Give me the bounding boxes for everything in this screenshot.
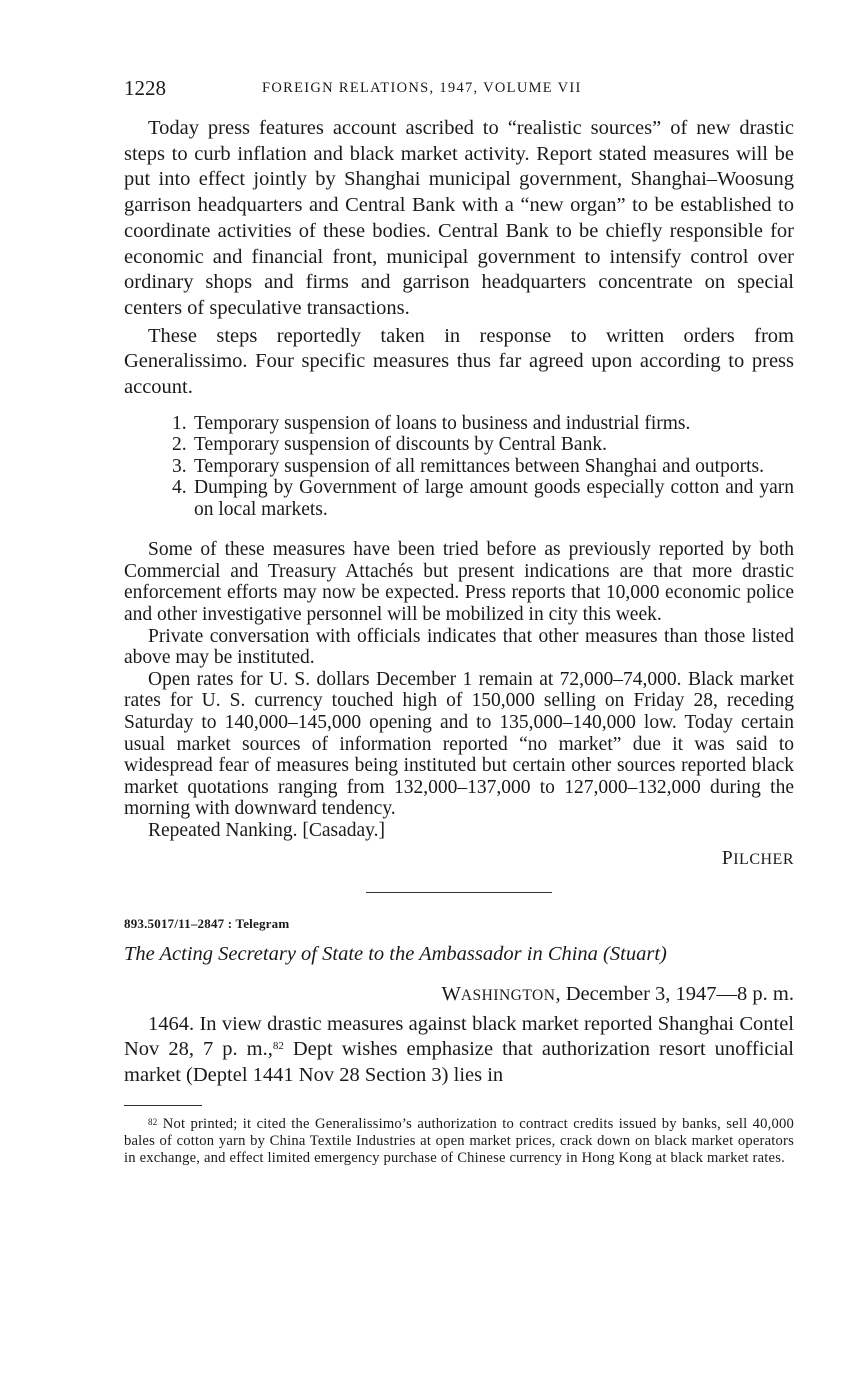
footnote-text: Not printed; it cited the Generalissimo’s authorization to contract credits issued by banks, sell 40,000 bales of cotton yarn by China Textile Industries at open market prices, crack down on black market operators in exchange, and effect limited emergency purchase of Chinese currency in Hong Kong at black market rates.: [124, 1115, 794, 1167]
title-part: ): [660, 942, 667, 965]
dateline-place: ASHINGTON: [460, 986, 556, 1004]
list-item: [124, 477, 794, 520]
list-item-number: 4.: [172, 477, 187, 499]
page-number: 1228: [124, 76, 166, 100]
measures-list: [124, 413, 794, 521]
dateline-initial: W: [441, 982, 461, 1005]
signature: [124, 848, 794, 870]
running-header: [124, 76, 796, 102]
list-item-text: Temporary suspension of loans to business and industrial firms.: [194, 412, 691, 434]
dateline-date: , December 3, 1947—8 p. m.: [555, 982, 794, 1005]
footnote-reference[interactable]: 82: [272, 1040, 284, 1053]
footnote: [124, 1116, 794, 1168]
footnote-divider: [124, 1105, 202, 1106]
section-divider: [366, 892, 552, 893]
list-item-text: Temporary suspension of all remittances between Shanghai and outports.: [194, 455, 764, 477]
signature-initial: P: [721, 847, 734, 869]
list-item: [124, 434, 794, 456]
title-name: Stuart: [609, 942, 661, 965]
text-segment: 1464. In view drastic measures against black market reported Shanghai Contel Nov 28, 7 p. m.,: [124, 1012, 794, 1061]
list-item: [124, 456, 794, 478]
paragraph: Private conversation with officials indicates that other measures than those listed above may be instituted.: [124, 625, 794, 669]
paragraph: Some of these measures have been tried before as previously reported by both Commercial and Treasury Attachés but present indications are that more drastic enforcement efforts may now be expected. Press reports that 10,000 economic police and other investigative personnel will be mobilized in city this week.: [124, 539, 794, 626]
footnote-marker: 82: [148, 1116, 158, 1127]
list-item-number: 3.: [172, 455, 187, 477]
paragraph: [124, 1012, 794, 1089]
list-item-number: 1.: [172, 412, 187, 434]
page-body: [124, 116, 794, 1167]
running-title: FOREIGN RELATIONS, 1947, VOLUME VII: [262, 80, 582, 96]
signature-rest: ILCHER: [733, 850, 794, 868]
text-segment: Dept wishes emphasize that authorization resort unofficial market (Deptel 1441 Nov 28 Section 3) lies in: [124, 1038, 795, 1086]
dateline: [124, 983, 794, 1006]
list-item-text: Temporary suspension of discounts by Central Bank.: [194, 434, 607, 456]
document-title: [124, 941, 794, 967]
paragraph: Today press features account ascribed to “realistic sources” of new drastic steps to curb inflation and black market activity. Report stated measures will be put into effect jointly by Shanghai municipal government, Shanghai–Woosung garrison headquarters and Central Bank with a “new organ” to be established to coordinate activities of these bodies. Central Bank to be chiefly responsible for economic and financial front, municipal government to intensify control over ordinary shops and firms and garrison headquarters concentrate on special centers of speculative transactions.: [124, 117, 794, 319]
title-part: The Acting Secretary of State to the Ambassador in China (: [124, 942, 610, 965]
list-item-number: 2.: [172, 434, 187, 456]
list-item: [124, 413, 794, 435]
list-item-text: Dumping by Government of large amount goods especially cotton and yarn on local markets.: [194, 477, 794, 520]
paragraph: These steps reportedly taken in response to written orders from Generalissimo. Four specific measures thus far agreed upon according to press account.: [124, 324, 794, 399]
file-reference: 893.5017/11–2847 : Telegram: [124, 915, 290, 931]
paragraph: Open rates for U. S. dollars December 1 remain at 72,000–74,000. Black market rates for U. S. currency touched high of 150,000 selling on Friday 28, receding Saturday to 140,000–145,000 opening and to 135,000–140,000 low. Today certain usual market sources of information reported “no market” due it was said to widespread fear of measures being instituted but certain other sources reported black market quotations ranging from 132,000–137,000 to 127,000–132,000 during the morning with downward tendency.: [124, 668, 794, 820]
paragraph: Repeated Nanking. [Casaday.]: [148, 819, 385, 841]
